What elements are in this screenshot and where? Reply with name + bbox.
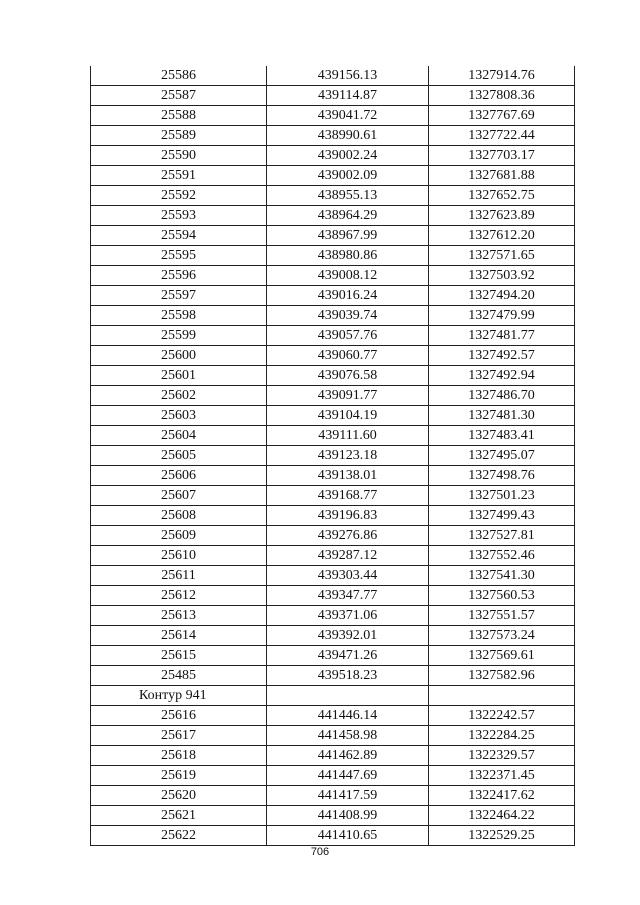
x-coordinate-cell: 438967.99 — [267, 226, 429, 246]
empty-cell — [267, 686, 429, 706]
x-coordinate-cell: 439016.24 — [267, 286, 429, 306]
x-coordinate-cell: 439057.76 — [267, 326, 429, 346]
y-coordinate-cell: 1322417.62 — [429, 786, 575, 806]
x-coordinate-cell: 441446.14 — [267, 706, 429, 726]
point-number-cell: 25595 — [91, 246, 267, 266]
y-coordinate-cell: 1327582.96 — [429, 666, 575, 686]
y-coordinate-cell: 1327499.43 — [429, 506, 575, 526]
x-coordinate-cell: 439138.01 — [267, 466, 429, 486]
point-number-cell: 25589 — [91, 126, 267, 146]
y-coordinate-cell: 1327486.70 — [429, 386, 575, 406]
table-row — [91, 346, 575, 366]
point-number-cell: 25485 — [91, 666, 267, 686]
point-number-cell: 25588 — [91, 106, 267, 126]
y-coordinate-cell: 1327767.69 — [429, 106, 575, 126]
table-row — [91, 206, 575, 226]
x-coordinate-cell: 439104.19 — [267, 406, 429, 426]
y-coordinate-cell: 1327573.24 — [429, 626, 575, 646]
contour-header-row — [91, 686, 575, 706]
point-number-cell: 25598 — [91, 306, 267, 326]
x-coordinate-cell: 441458.98 — [267, 726, 429, 746]
x-coordinate-cell: 439518.23 — [267, 666, 429, 686]
point-number-cell: 25618 — [91, 746, 267, 766]
table-row — [91, 506, 575, 526]
y-coordinate-cell: 1327492.57 — [429, 346, 575, 366]
point-number-cell: 25614 — [91, 626, 267, 646]
point-number-cell: 25601 — [91, 366, 267, 386]
x-coordinate-cell: 438990.61 — [267, 126, 429, 146]
x-coordinate-cell: 439196.83 — [267, 506, 429, 526]
x-coordinate-cell: 439123.18 — [267, 446, 429, 466]
x-coordinate-cell: 439111.60 — [267, 426, 429, 446]
x-coordinate-cell: 438980.86 — [267, 246, 429, 266]
table-row — [91, 626, 575, 646]
y-coordinate-cell: 1322329.57 — [429, 746, 575, 766]
point-number-cell: 25613 — [91, 606, 267, 626]
y-coordinate-cell: 1327492.94 — [429, 366, 575, 386]
table-row — [91, 326, 575, 346]
table-row — [91, 606, 575, 626]
x-coordinate-cell: 441408.99 — [267, 806, 429, 826]
y-coordinate-cell: 1327503.92 — [429, 266, 575, 286]
table-row — [91, 526, 575, 546]
y-coordinate-cell: 1327479.99 — [429, 306, 575, 326]
x-coordinate-cell: 439002.24 — [267, 146, 429, 166]
point-number-cell: 25622 — [91, 826, 267, 846]
x-coordinate-cell: 439347.77 — [267, 586, 429, 606]
table-row — [91, 166, 575, 186]
y-coordinate-cell: 1322284.25 — [429, 726, 575, 746]
point-number-cell: 25597 — [91, 286, 267, 306]
x-coordinate-cell: 439276.86 — [267, 526, 429, 546]
point-number-cell: 25593 — [91, 206, 267, 226]
point-number-cell: 25616 — [91, 706, 267, 726]
table-row — [91, 86, 575, 106]
point-number-cell: 25602 — [91, 386, 267, 406]
x-coordinate-cell: 439287.12 — [267, 546, 429, 566]
table-row — [91, 446, 575, 466]
table-row — [91, 646, 575, 666]
x-coordinate-cell: 439060.77 — [267, 346, 429, 366]
point-number-cell: 25607 — [91, 486, 267, 506]
y-coordinate-cell: 1327552.46 — [429, 546, 575, 566]
y-coordinate-cell: 1327914.76 — [429, 66, 575, 86]
x-coordinate-cell: 439471.26 — [267, 646, 429, 666]
y-coordinate-cell: 1327541.30 — [429, 566, 575, 586]
x-coordinate-cell: 439168.77 — [267, 486, 429, 506]
table-row — [91, 126, 575, 146]
y-coordinate-cell: 1322529.25 — [429, 826, 575, 846]
y-coordinate-cell: 1327560.53 — [429, 586, 575, 606]
x-coordinate-cell: 439091.77 — [267, 386, 429, 406]
point-number-cell: 25594 — [91, 226, 267, 246]
x-coordinate-cell: 441410.65 — [267, 826, 429, 846]
table-row — [91, 386, 575, 406]
y-coordinate-cell: 1322464.22 — [429, 806, 575, 826]
contour-label: Контур 941 — [91, 686, 267, 706]
point-number-cell: 25609 — [91, 526, 267, 546]
table-row — [91, 826, 575, 846]
page-number: 706 — [310, 846, 330, 858]
point-number-cell: 25608 — [91, 506, 267, 526]
table-row — [91, 746, 575, 766]
point-number-cell: 25615 — [91, 646, 267, 666]
y-coordinate-cell: 1327808.36 — [429, 86, 575, 106]
x-coordinate-cell: 441447.69 — [267, 766, 429, 786]
table-row — [91, 566, 575, 586]
table-row — [91, 726, 575, 746]
table-row — [91, 806, 575, 826]
x-coordinate-cell: 439371.06 — [267, 606, 429, 626]
point-number-cell: 25586 — [91, 66, 267, 86]
table-row — [91, 406, 575, 426]
empty-cell — [429, 686, 575, 706]
y-coordinate-cell: 1322371.45 — [429, 766, 575, 786]
table-row — [91, 306, 575, 326]
point-number-cell: 25599 — [91, 326, 267, 346]
x-coordinate-cell: 439041.72 — [267, 106, 429, 126]
point-number-cell: 25603 — [91, 406, 267, 426]
y-coordinate-cell: 1327703.17 — [429, 146, 575, 166]
point-number-cell: 25621 — [91, 806, 267, 826]
x-coordinate-cell: 439076.58 — [267, 366, 429, 386]
table-row — [91, 366, 575, 386]
point-number-cell: 25604 — [91, 426, 267, 446]
table-row — [91, 466, 575, 486]
y-coordinate-cell: 1327681.88 — [429, 166, 575, 186]
x-coordinate-cell: 439392.01 — [267, 626, 429, 646]
point-number-cell: 25620 — [91, 786, 267, 806]
y-coordinate-cell: 1322242.57 — [429, 706, 575, 726]
point-number-cell: 25617 — [91, 726, 267, 746]
x-coordinate-cell: 439303.44 — [267, 566, 429, 586]
table-row — [91, 106, 575, 126]
y-coordinate-cell: 1327569.61 — [429, 646, 575, 666]
y-coordinate-cell: 1327481.77 — [429, 326, 575, 346]
point-number-cell: 25591 — [91, 166, 267, 186]
point-number-cell: 25587 — [91, 86, 267, 106]
y-coordinate-cell: 1327551.57 — [429, 606, 575, 626]
x-coordinate-cell: 439039.74 — [267, 306, 429, 326]
table-row — [91, 586, 575, 606]
point-number-cell: 25612 — [91, 586, 267, 606]
table-row — [91, 546, 575, 566]
x-coordinate-cell: 439002.09 — [267, 166, 429, 186]
table-row — [91, 666, 575, 686]
y-coordinate-cell: 1327495.07 — [429, 446, 575, 466]
y-coordinate-cell: 1327498.76 — [429, 466, 575, 486]
x-coordinate-cell: 438964.29 — [267, 206, 429, 226]
y-coordinate-cell: 1327501.23 — [429, 486, 575, 506]
x-coordinate-cell: 441417.59 — [267, 786, 429, 806]
point-number-cell: 25605 — [91, 446, 267, 466]
table-row — [91, 246, 575, 266]
y-coordinate-cell: 1327571.65 — [429, 246, 575, 266]
coordinates-table-body — [91, 66, 575, 846]
table-row — [91, 66, 575, 86]
point-number-cell: 25600 — [91, 346, 267, 366]
point-number-cell: 25606 — [91, 466, 267, 486]
table-row — [91, 286, 575, 306]
x-coordinate-cell: 438955.13 — [267, 186, 429, 206]
point-number-cell: 25592 — [91, 186, 267, 206]
y-coordinate-cell: 1327722.44 — [429, 126, 575, 146]
y-coordinate-cell: 1327483.41 — [429, 426, 575, 446]
y-coordinate-cell: 1327494.20 — [429, 286, 575, 306]
coordinates-table — [90, 66, 575, 846]
x-coordinate-cell: 439114.87 — [267, 86, 429, 106]
table-row — [91, 426, 575, 446]
point-number-cell: 25619 — [91, 766, 267, 786]
y-coordinate-cell: 1327623.89 — [429, 206, 575, 226]
table-row — [91, 186, 575, 206]
y-coordinate-cell: 1327527.81 — [429, 526, 575, 546]
table-row — [91, 766, 575, 786]
point-number-cell: 25610 — [91, 546, 267, 566]
x-coordinate-cell: 439008.12 — [267, 266, 429, 286]
table-row — [91, 786, 575, 806]
table-row — [91, 266, 575, 286]
point-number-cell: 25596 — [91, 266, 267, 286]
y-coordinate-cell: 1327481.30 — [429, 406, 575, 426]
y-coordinate-cell: 1327652.75 — [429, 186, 575, 206]
x-coordinate-cell: 441462.89 — [267, 746, 429, 766]
x-coordinate-cell: 439156.13 — [267, 66, 429, 86]
table-row — [91, 146, 575, 166]
table-row — [91, 486, 575, 506]
y-coordinate-cell: 1327612.20 — [429, 226, 575, 246]
table-row — [91, 226, 575, 246]
point-number-cell: 25590 — [91, 146, 267, 166]
point-number-cell: 25611 — [91, 566, 267, 586]
table-row — [91, 706, 575, 726]
